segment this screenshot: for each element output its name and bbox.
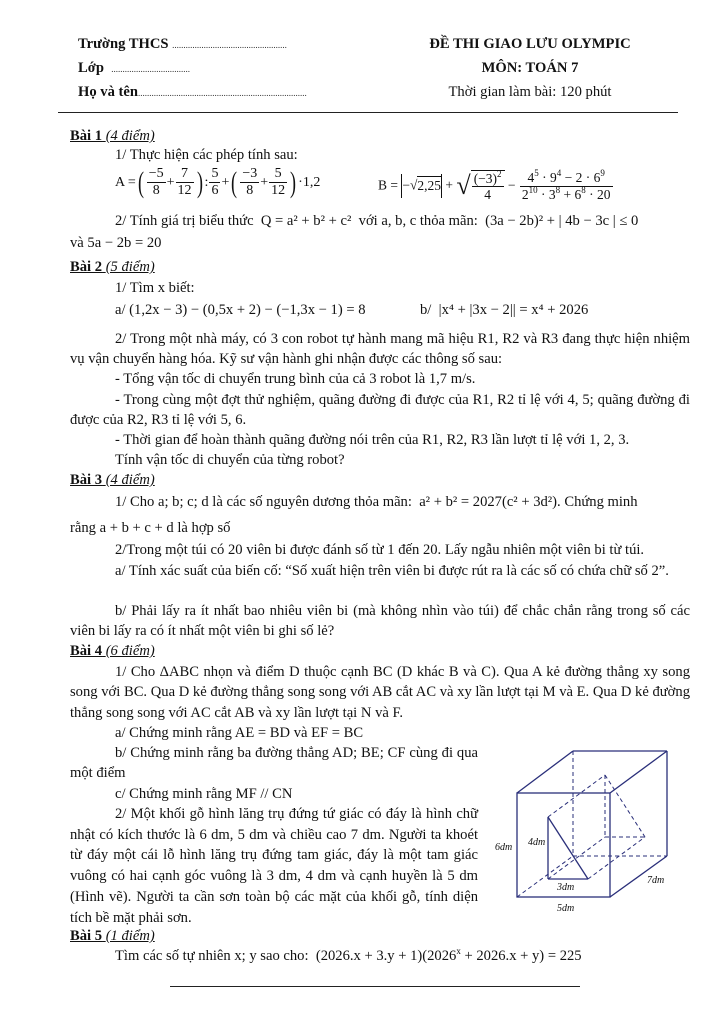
- expr-a-tail: ·1,2: [298, 174, 321, 190]
- bai2-title: Bài 2: [70, 259, 103, 275]
- bai1-points: (4 điểm): [105, 128, 155, 144]
- fraction: [520, 170, 613, 202]
- fraction: [147, 166, 166, 199]
- bai4-title: Bài 4: [70, 643, 103, 659]
- q2-text: với a, b, c thỏa mãn:: [358, 213, 478, 229]
- class-label: Lớp: [78, 60, 104, 76]
- name-label: Họ và tên: [78, 84, 138, 100]
- paren: ): [196, 165, 203, 199]
- bai2-q1b: b/ |x⁴ + |3x − 2|| = x⁴ + 2026: [420, 302, 589, 318]
- bai5-points: (1 điểm): [105, 928, 155, 944]
- school-label: Trường THCS: [78, 36, 169, 52]
- bai1-q2: [115, 211, 638, 231]
- footer-divider: [170, 986, 580, 987]
- class-field: [78, 58, 190, 78]
- denominator: 12: [271, 183, 286, 199]
- abs-bar: [441, 174, 442, 198]
- bai5-expr: (2026.x + 3.y + 1)(2026: [315, 948, 457, 964]
- label-depth: 7dm: [647, 875, 665, 886]
- exponent: 4: [556, 168, 562, 179]
- exponent: 8: [555, 184, 561, 195]
- sqrt-symbol: √: [456, 171, 471, 200]
- bai2-q2-intro: 2/ Trong một nhà máy, có 3 con robot tự hành mang mã hiệu R1, R2 và R3 đang thực hiện nhiệm vụ vận chuyển hàng hóa. Kỹ sư vận hành ghi nhận được các thông số sau:: [70, 331, 690, 368]
- school-blank: ...................................................: [172, 40, 287, 50]
- paren: (: [137, 165, 144, 199]
- bai4-heading: [70, 641, 155, 661]
- exponent: 5: [534, 168, 539, 179]
- fraction: [240, 166, 259, 199]
- exponent: 9: [600, 168, 605, 179]
- hidden-edge: [605, 775, 645, 837]
- t: − 2 · 6: [561, 170, 601, 186]
- edge: [517, 751, 573, 793]
- bai2-q2-bullet3: - Thời gian để hoàn thành quãng đường nói trên của R1, R2, R3 lần lượt tỉ lệ với 1, 2, 3.: [115, 432, 630, 448]
- bai4-q1b: b/ Chứng minh rằng ba đường thẳng AD; BE; CF cùng đi qua một điểm: [70, 745, 478, 782]
- q2-text: 2/ Tính giá trị biểu thức: [115, 213, 254, 229]
- label-width: 5dm: [557, 903, 575, 914]
- bai3-q2: 2/Trong một túi có 20 viên bi được đánh số từ 1 đến 20. Lấy ngẫu nhiên một viên bi từ túi.: [115, 542, 645, 558]
- school-field: [78, 34, 287, 54]
- name-blank: ...........................................................................: [138, 88, 307, 98]
- exam-time: Thời gian làm bài: 120 phút: [448, 84, 612, 100]
- bai5-title: Bài 5: [70, 928, 103, 944]
- sqrt-radicand: 2,25: [417, 176, 441, 196]
- bai2-q2-bullet2: - Trong cùng một đợt thử nghiệm, quãng đường đi được của R1, R2 tỉ lệ với 4, 5; quãng đường đi được của R2, R3 tỉ lệ với 5, 6.: [70, 392, 690, 429]
- q1-expr: a² + b² = 2027(c² + 3d²): [419, 494, 558, 510]
- fraction: [209, 166, 220, 199]
- label-leg-vertical: 4dm: [528, 837, 546, 848]
- exponent: x: [456, 946, 461, 956]
- bai3-q2a: a/ Tính xác suất của biến cố: “Số xuất hiện trên viên bi được rút ra là các số có chứa chữ số 2”.: [115, 563, 669, 579]
- numerator: 5: [269, 166, 287, 183]
- bai4-q1a: a/ Chứng minh rằng AE = BD và EF = BC: [115, 725, 364, 741]
- exponent: 10: [528, 184, 538, 195]
- bai2-q1-intro: 1/ Tìm x biết:: [115, 280, 195, 296]
- q2-cond: (3a − 2b)² + | 4b − 3c | ≤ 0: [485, 213, 639, 229]
- fraction: [472, 168, 504, 203]
- hidden-edge: [588, 837, 645, 879]
- bai1-q1-intro: 1/ Thực hiện các phép tính sau:: [115, 147, 298, 163]
- bai2-q1a: a/ (1,2x − 3) − (0,5x + 2) − (−1,3x − 1) = 8: [115, 302, 366, 318]
- q1-text: . Chứng minh: [557, 494, 638, 510]
- bai3-title: Bài 3: [70, 472, 103, 488]
- bai4-points: (6 điểm): [105, 643, 155, 659]
- denominator: [520, 184, 613, 203]
- label-height: 6dm: [495, 842, 513, 853]
- numerator: −5: [147, 166, 166, 183]
- paren: (: [231, 165, 238, 199]
- bai4-q1c: c/ Chứng minh rằng MF // CN: [115, 786, 293, 802]
- bai3-q1-line2: rằng a + b + c + d là hợp số: [70, 520, 231, 536]
- q2-expr: Q = a² + b² + c²: [260, 213, 352, 229]
- bai2-q2-ask: Tính vận tốc di chuyển của từng robot?: [115, 452, 345, 468]
- bai1-heading: [70, 126, 155, 146]
- numerator: 7: [176, 166, 194, 183]
- abs-bar: [401, 174, 402, 198]
- t: · 3: [537, 186, 556, 202]
- bai3-heading: [70, 470, 155, 490]
- bai2-q2-bullet1: - Tổng vận tốc di chuyển trung bình của cả 3 robot là 1,7 m/s.: [115, 371, 476, 387]
- header-divider: [58, 112, 678, 113]
- q1-text: 1/ Cho a; b; c; d là các số nguyên dương thỏa mãn:: [115, 494, 412, 510]
- exponent: 2: [497, 168, 502, 179]
- hidden-edge: [548, 775, 605, 817]
- denominator: 8: [246, 183, 254, 199]
- numerator: [472, 168, 504, 188]
- bai3-q1: [115, 492, 690, 512]
- sqrt-fraction: [471, 170, 505, 203]
- expression-b: B = −√2,25 + √ $\frac{(-3)^2}{4}$ − $\frac{4^5 \cdot 9^4 - 2 \cdot 6^9}{2^{10} \cdot 3^8 + 6^8 \cdot 20}$: [378, 168, 611, 203]
- bai5-question: [115, 946, 582, 966]
- prism-figure: [485, 740, 705, 925]
- exam-subject: MÔN: TOÁN 7: [481, 60, 579, 76]
- operator: :: [204, 174, 209, 190]
- expression-a: A =( $\frac{-5}{8}$ + $\frac{7}{12}$ ) : $\frac{5}{6}$ +( $\frac{-3}{8}$ + $\frac{5}{12}$ ) ·1,2: [115, 165, 321, 199]
- t: 2: [521, 186, 529, 202]
- bai5-heading: [70, 926, 155, 946]
- denominator: 12: [177, 183, 192, 199]
- paren: ): [290, 165, 297, 199]
- bai1-q2-line2: và 5a − 2b = 20: [70, 235, 162, 251]
- bai3-q2b: b/ Phải lấy ra ít nhất bao nhiêu viên bi (mà không nhìn vào túi) để chắc chắn rằng trong số các viên bi lấy ra có ít nhất một viên bi ghi số lẻ?: [70, 603, 690, 640]
- numerator: 5: [209, 166, 220, 183]
- fraction: [269, 166, 287, 199]
- bai2-heading: [70, 257, 155, 277]
- label-leg-horizontal: 3dm: [557, 882, 575, 893]
- expr-a-lhs: A =: [115, 174, 136, 190]
- numerator: −3: [240, 166, 259, 183]
- class-blank: ...................................: [111, 64, 190, 74]
- num-text: (−3): [473, 170, 498, 186]
- edge: [610, 751, 667, 793]
- fraction: [176, 166, 194, 199]
- bai3-points: (4 điểm): [105, 472, 155, 488]
- denominator: 6: [211, 183, 219, 199]
- exponent: 8: [581, 184, 586, 195]
- bai4-q2: 2/ Một khối gỗ hình lăng trụ đứng tứ giác có đáy là hình chữ nhật có kích thước là 6 dm, 5 dm và chiều cao 7 dm. Người ta khoét từ đáy một cái lỗ hình lăng trụ đứng tam giác, đáy là một tam giác vuông có hai cạnh góc vuông là 3 dm, 4 dm và cạnh huyền là 5 dm (Hình vẽ). Người ta cần sơn toàn bộ các mặt của khối gỗ, tính diện tích bề mặt phải sơn.: [70, 806, 478, 926]
- t: 4: [527, 170, 535, 186]
- name-field: [78, 82, 307, 102]
- bai4-q1: 1/ Cho ΔABC nhọn và điểm D thuộc cạnh BC (D khác B và C). Qua A kẻ đường thẳng xy song song với BC. Qua D kẻ đường thẳng song song với AB cắt AC và xy lần lượt tại M và E. Qua D kẻ đường thẳng song song với AC cắt AB và xy lần lượt tại N và F.: [70, 664, 690, 721]
- t: · 20: [585, 186, 611, 202]
- expr-b-lhs: B =: [378, 177, 398, 193]
- t: · 9: [538, 170, 557, 186]
- exam-title: ĐỀ THI GIAO LƯU OLYMPIC: [429, 36, 631, 52]
- bai5-text: Tìm các số tự nhiên x; y sao cho:: [115, 948, 309, 964]
- q1b-expr: x⁴ + |3x − 2|| = x⁴ + 2026: [441, 302, 589, 318]
- denominator: 4: [484, 187, 491, 203]
- bai1-title: Bài 1: [70, 128, 103, 144]
- bai5-expr: + 2026.x + y) = 225: [460, 948, 582, 964]
- bai2-points: (5 điểm): [105, 259, 155, 275]
- denominator: 8: [152, 183, 160, 199]
- q1b-label: b/: [420, 302, 432, 318]
- t: + 6: [560, 186, 582, 202]
